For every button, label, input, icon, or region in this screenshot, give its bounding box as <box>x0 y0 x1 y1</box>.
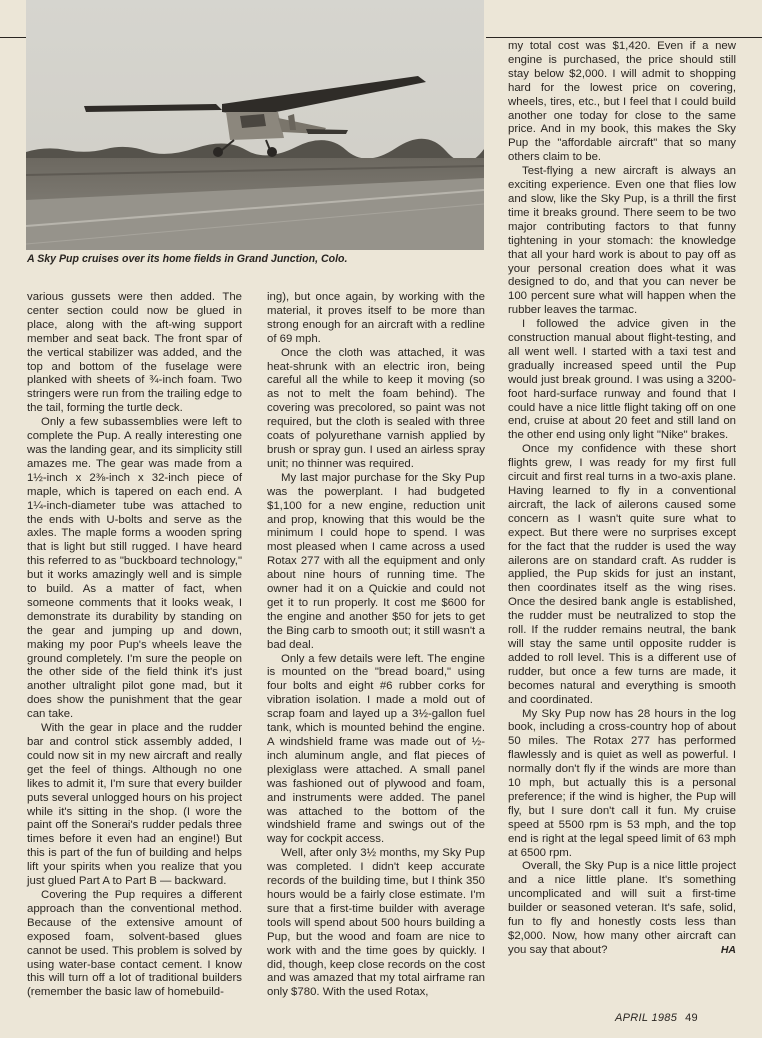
article-column-2 <box>267 291 485 1000</box>
paragraph: Well, after only 3½ months, my Sky Pup was completed. I didn't keep accurate records of the building time, but I think 350 hours would be a fairly close estimate. I'm sure that a first-time builder with average tools will spend about 500 hours building a Pup, but the wood and foam are nice to work with and the time goes by quickly. I did, though, keep close records on the cost and was amazed that my total airframe ran only $780. With the used Rotax, <box>267 847 485 999</box>
paragraph: Once the cloth was attached, it was heat-shrunk with an electric iron, being careful all the while to keep it moving (so as not to melt the foam behind). The covering was precolored, so paint was not required, but the cloth is sealed with three coats of polyurethane varnish applied by brush or spray gun. I used an airless spray unit; no thinner was required. <box>267 346 485 470</box>
paragraph-final-text: Overall, the Sky Pup is a nice little project and a nice little plane. It's something uncomplicated and will suit a first-time builder or seasoned veteran. It's safe, solid, fun to fly and honestly costs less than $2,000. Now, how many other aircraft can you say that about? <box>508 860 736 956</box>
top-rule-left <box>0 37 26 38</box>
author-signature: HA <box>720 943 736 956</box>
page-footer <box>615 1012 698 1024</box>
paragraph: Only a few subassemblies were left to complete the Pup. A really interesting one was the landing gear, and its simplicity still amazes me. The gear was made from a 1½-inch x 2⅜-inch x 32-inch piece of maple, which is tapered on each end. A 1¼-inch-diameter tube was attached to the ends with U-bolts and serve as the axles. The maple forms a wooden spring that is light but still rugged. I have heard this referred to as "buckboard technology," but it works amazingly well and is simple to build. As a matter of fact, when someone comments that it looks weak, I demonstrate its durability by standing on the gear and jumping up and down, making my poor Pup's wheels leave the ground completely. I'm sure the people on the other side of the field think it's just another ultralight pilot gone mad, but it does show the punishment that the gear can take. <box>27 416 242 721</box>
paragraph: With the gear in place and the rudder bar and control stick assembly added, I could now sit in my new aircraft and really get the feel of things. Although no one likes to admit it, I'm sure that every builder puts several unlogged hours on his project while it's sitting in the shop. (I wore the paint off the Sonerai's rudder pedals three times before it even had an engine!) But this is part of the fun of building and helps lift your spirits when you realize that you just glued Part A to Part B — backward. <box>27 722 242 888</box>
article-column-1 <box>27 291 242 1000</box>
paragraph: Only a few details were left. The engine is mounted on the "bread board," using four bolts and eight #6 rubber corks for vibration isolation. I made a mold out of scrap foam and layed up a 3½-gallon fuel tank, which is mounted behind the engine. A windshield frame was made out of ½-inch aluminum angle, and flat pieces of plexiglass were attached. A small panel was fashioned out of plywood and foam, and instruments were added. The panel was attached to the bottom of the windshield frame and swings out of the way for cockpit access. <box>267 652 485 846</box>
paragraph: Test-flying a new aircraft is always an exciting experience. Even one that flies low and slow, like the Sky Pup, is a thrill the first time it breaks ground. There seem to be two major contributing factors to that funny tightening in your stomach: the knowledge that all your hard work is about to pay off as your personal creation does what it was designed to do, and that you can never be 100 percent sure what will happen when the rubber leaves the tarmac. <box>508 165 736 317</box>
paragraph: My last major purchase for the Sky Pup was the powerplant. I had budgeted $1,100 for a new engine, reduction unit and prop, knowing that this would be the minimum I could hope to spend. I was most pleased when I came across a used Rotax 277 with all the equipment and only about nine hours of running time. The owner had it on a Quickie and could not get it to run properly. It cost me $600 for the engine and another $50 for jets to get the Bing carb to smooth out; it still wasn't a bad deal. <box>267 471 485 651</box>
issue-date: APRIL 1985 <box>615 1012 678 1024</box>
paragraph: various gussets were then added. The center section could now be glued in place, along with the aft-wing support member and seat back. The front spar of the vertical stabilizer was added, and the top and bottom of the fuselage were planked with sheets of ¾-inch foam. Two stringers were run from the trailing edge to the tail, forming the turtle deck. <box>27 291 242 415</box>
top-rule-right <box>486 37 762 38</box>
article-column-3 <box>508 40 736 958</box>
paragraph: Once my confidence with these short flights grew, I was ready for my first full circuit and first real turns in a two-axis plane. Having learned to fly in a conventional aircraft, the lack of ailerons caused some concern as I wasn't quite sure what to expect. But there were no surprises except for the fact that the rudder is used the way ailerons are on standard craft. As rudder is applied, the Pup skids for just an instant, then coordinates itself as the wing rises. Once the desired bank angle is established, the rudder must be neutralized to stop the roll. If the rudder remains neutral, the bank will stay the same until opposite rudder is added to roll level. This is a different use of rudder, but once a few turns are made, it becomes natural and everything is smooth and coordinated. <box>508 443 736 706</box>
paragraph: Covering the Pup requires a different approach than the conventional method. Because of the extensive amount of exposed foam, solvent-based glues cannot be used. This problem is solved by using water-base contact cement. I know this will turn off a lot of traditional builders (remember the basic law of homebuild- <box>27 888 242 999</box>
paragraph: My Sky Pup now has 28 hours in the log book, including a cross-country hop of about 50 miles. The Rotax 277 has performed flawlessly and is quiet as well as powerful. I normally don't fly if the winds are more than 10 mph, but actually this is a personal preference; if the wind is higher, the Pup will fly, but I sure don't call it fun. My cruise speed at 5500 rpm is 53 mph, and the top end is right at the legal speed limit of 63 mph at 6500 rpm. <box>508 707 736 859</box>
paragraph: ing), but once again, by working with the material, it proves itself to be more than strong enough for an aircraft with a redline of 69 mph. <box>267 291 485 345</box>
sky-pup-photo <box>26 0 484 250</box>
page-number: 49 <box>685 1012 698 1024</box>
paragraph: I followed the advice given in the construction manual about flight-testing, and all went well. I started with a taxi test and gradually increased speed until the Pup would just break ground. I was using a 3200-foot hard-surface runway and found that I could have a nice little flight taking off on one end, cruise at about 20 feet and still land on the other end using only light "Nike" brakes. <box>508 318 736 442</box>
photo-caption: A Sky Pup cruises over its home fields in Grand Junction, Colo. <box>27 253 348 265</box>
paragraph-final <box>508 860 736 957</box>
paragraph: my total cost was $1,420. Even if a new engine is purchased, the price should still stay below $2,000. I will admit to shopping hard for the lowest price on covering, wheels, tires, etc., but I feel that I could build another one today for close to the same price. And in my book, this makes the Sky Pup the "affordable aircraft" that so many others claim to be. <box>508 40 736 164</box>
